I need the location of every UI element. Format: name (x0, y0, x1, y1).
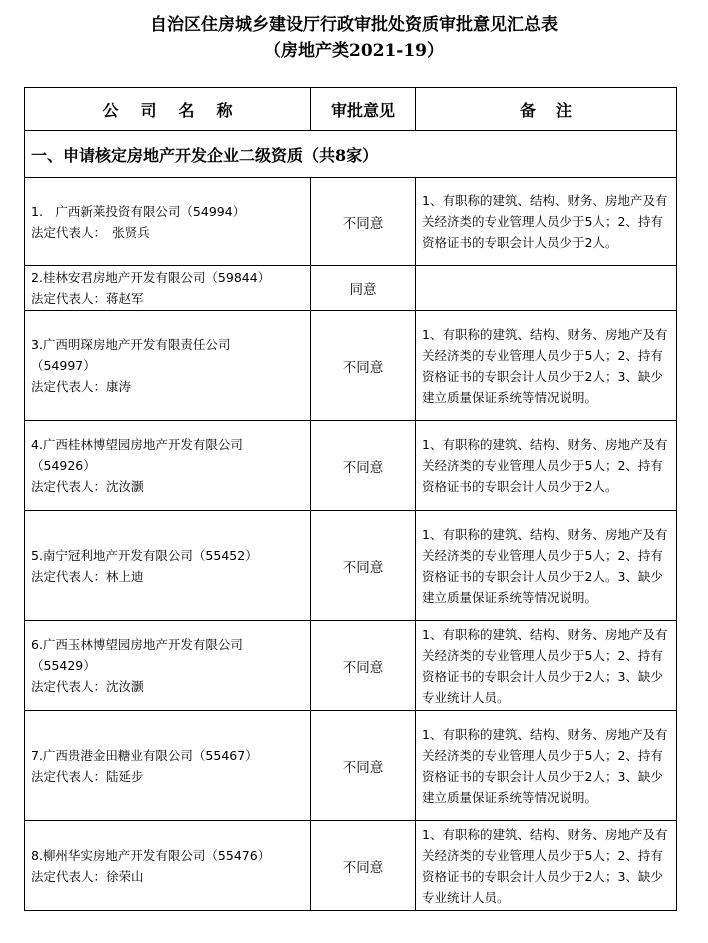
header-opinion: 审批意见 (311, 88, 416, 131)
document-title: 自治区住房城乡建设厅行政审批处资质审批意见汇总表 (150, 15, 558, 35)
table-row (25, 421, 677, 511)
table-row (25, 711, 677, 821)
table-row (25, 621, 677, 711)
company-line: 法定代表人：陆延步 (31, 768, 144, 784)
section-title: 一、申请核定房地产开发企业二级资质（共8家） (25, 131, 677, 178)
remarks-cell (416, 266, 677, 311)
remarks-cell: 1、有职称的建筑、结构、财务、房地产及有关经济类的专业管理人员少于5人；2、持有资格证书的专职会计人员少于2人；3、缺少建立质量保证系统等情况说明。 (416, 311, 677, 421)
company-cell (25, 178, 311, 266)
remarks-cell: 1、有职称的建筑、结构、财务、房地产及有关经济类的专业管理人员少于5人；2、持有资格证书的专职会计人员少于2人；3、缺少专业统计人员。 (416, 821, 677, 911)
remarks-cell: 1、有职称的建筑、结构、财务、房地产及有关经济类的专业管理人员少于5人；2、持有资格证书的专职会计人员少于2人。 (416, 178, 677, 266)
opinion-cell: 不同意 (311, 311, 416, 421)
company-line: 法定代表人： 张贤兵 (31, 224, 150, 240)
table-row (25, 821, 677, 911)
company-line: 5.南宁冠利地产开发有限公司（55452） (31, 547, 258, 563)
remarks-cell: 1、有职称的建筑、结构、财务、房地产及有关经济类的专业管理人员少于5人；2、持有资格证书的专职会计人员少于2人；3、缺少建立质量保证系统等情况说明。 (416, 711, 677, 821)
company-line: （55429） (31, 658, 96, 673)
remarks-cell: 1、有职称的建筑、结构、财务、房地产及有关经济类的专业管理人员少于5人；2、持有资格证书的专职会计人员少于2人；3、缺少专业统计人员。 (416, 621, 677, 711)
company-cell (25, 511, 311, 621)
opinion-cell: 不同意 (311, 178, 416, 266)
company-line: 法定代表人：沈汝灏 (31, 479, 144, 494)
opinion-cell: 同意 (311, 266, 416, 311)
company-line: 1. 广西新莱投资有限公司（54994） (31, 203, 246, 219)
company-cell (25, 266, 311, 311)
company-cell (25, 421, 311, 511)
table-row (25, 311, 677, 421)
company-line: 6.广西玉林博望园房地产开发有限公司 (31, 637, 243, 652)
company-line: 7.广西贵港金田糖业有限公司（55467） (31, 747, 258, 763)
company-cell (25, 821, 311, 911)
approval-table (24, 87, 677, 911)
header-remarks: 备注 (416, 88, 677, 131)
header-company: 公司名称 (25, 88, 311, 131)
company-line: 法定代表人：沈汝灏 (31, 679, 144, 694)
company-cell (25, 621, 311, 711)
company-cell (25, 711, 311, 821)
company-line: 3.广西明琛房地产开发有限责任公司 (31, 337, 231, 352)
company-line: （54997） (31, 358, 96, 373)
opinion-cell: 不同意 (311, 821, 416, 911)
table-row (25, 266, 677, 311)
company-line: 8.柳州华实房地产开发有限公司（55476） (31, 847, 271, 863)
opinion-cell: 不同意 (311, 511, 416, 621)
opinion-cell: 不同意 (311, 711, 416, 821)
company-line: 2.桂林安君房地产开发有限公司（59844） (31, 270, 271, 285)
opinion-cell: 不同意 (311, 621, 416, 711)
company-line: 法定代表人：蒋赵军 (31, 291, 144, 306)
company-line: 法定代表人：康涛 (31, 379, 132, 394)
company-line: 4.广西桂林博望园房地产开发有限公司 (31, 437, 243, 452)
section-row (25, 131, 677, 178)
company-line: （54926） (31, 458, 96, 473)
company-line: 法定代表人：徐荣山 (31, 868, 144, 884)
document-subtitle: （房地产类2021-19） (263, 41, 445, 61)
table-row (25, 178, 677, 266)
table-row (25, 511, 677, 621)
company-cell (25, 311, 311, 421)
company-line: 法定代表人：林上迪 (31, 568, 144, 584)
header-row (25, 88, 677, 131)
opinion-cell: 不同意 (311, 421, 416, 511)
remarks-cell: 1、有职称的建筑、结构、财务、房地产及有关经济类的专业管理人员少于5人；2、持有资格证书的专职会计人员少于2人。 (416, 421, 677, 511)
remarks-cell: 1、有职称的建筑、结构、财务、房地产及有关经济类的专业管理人员少于5人；2、持有资格证书的专职会计人员少于2人。3、缺少建立质量保证系统等情况说明。 (416, 511, 677, 621)
